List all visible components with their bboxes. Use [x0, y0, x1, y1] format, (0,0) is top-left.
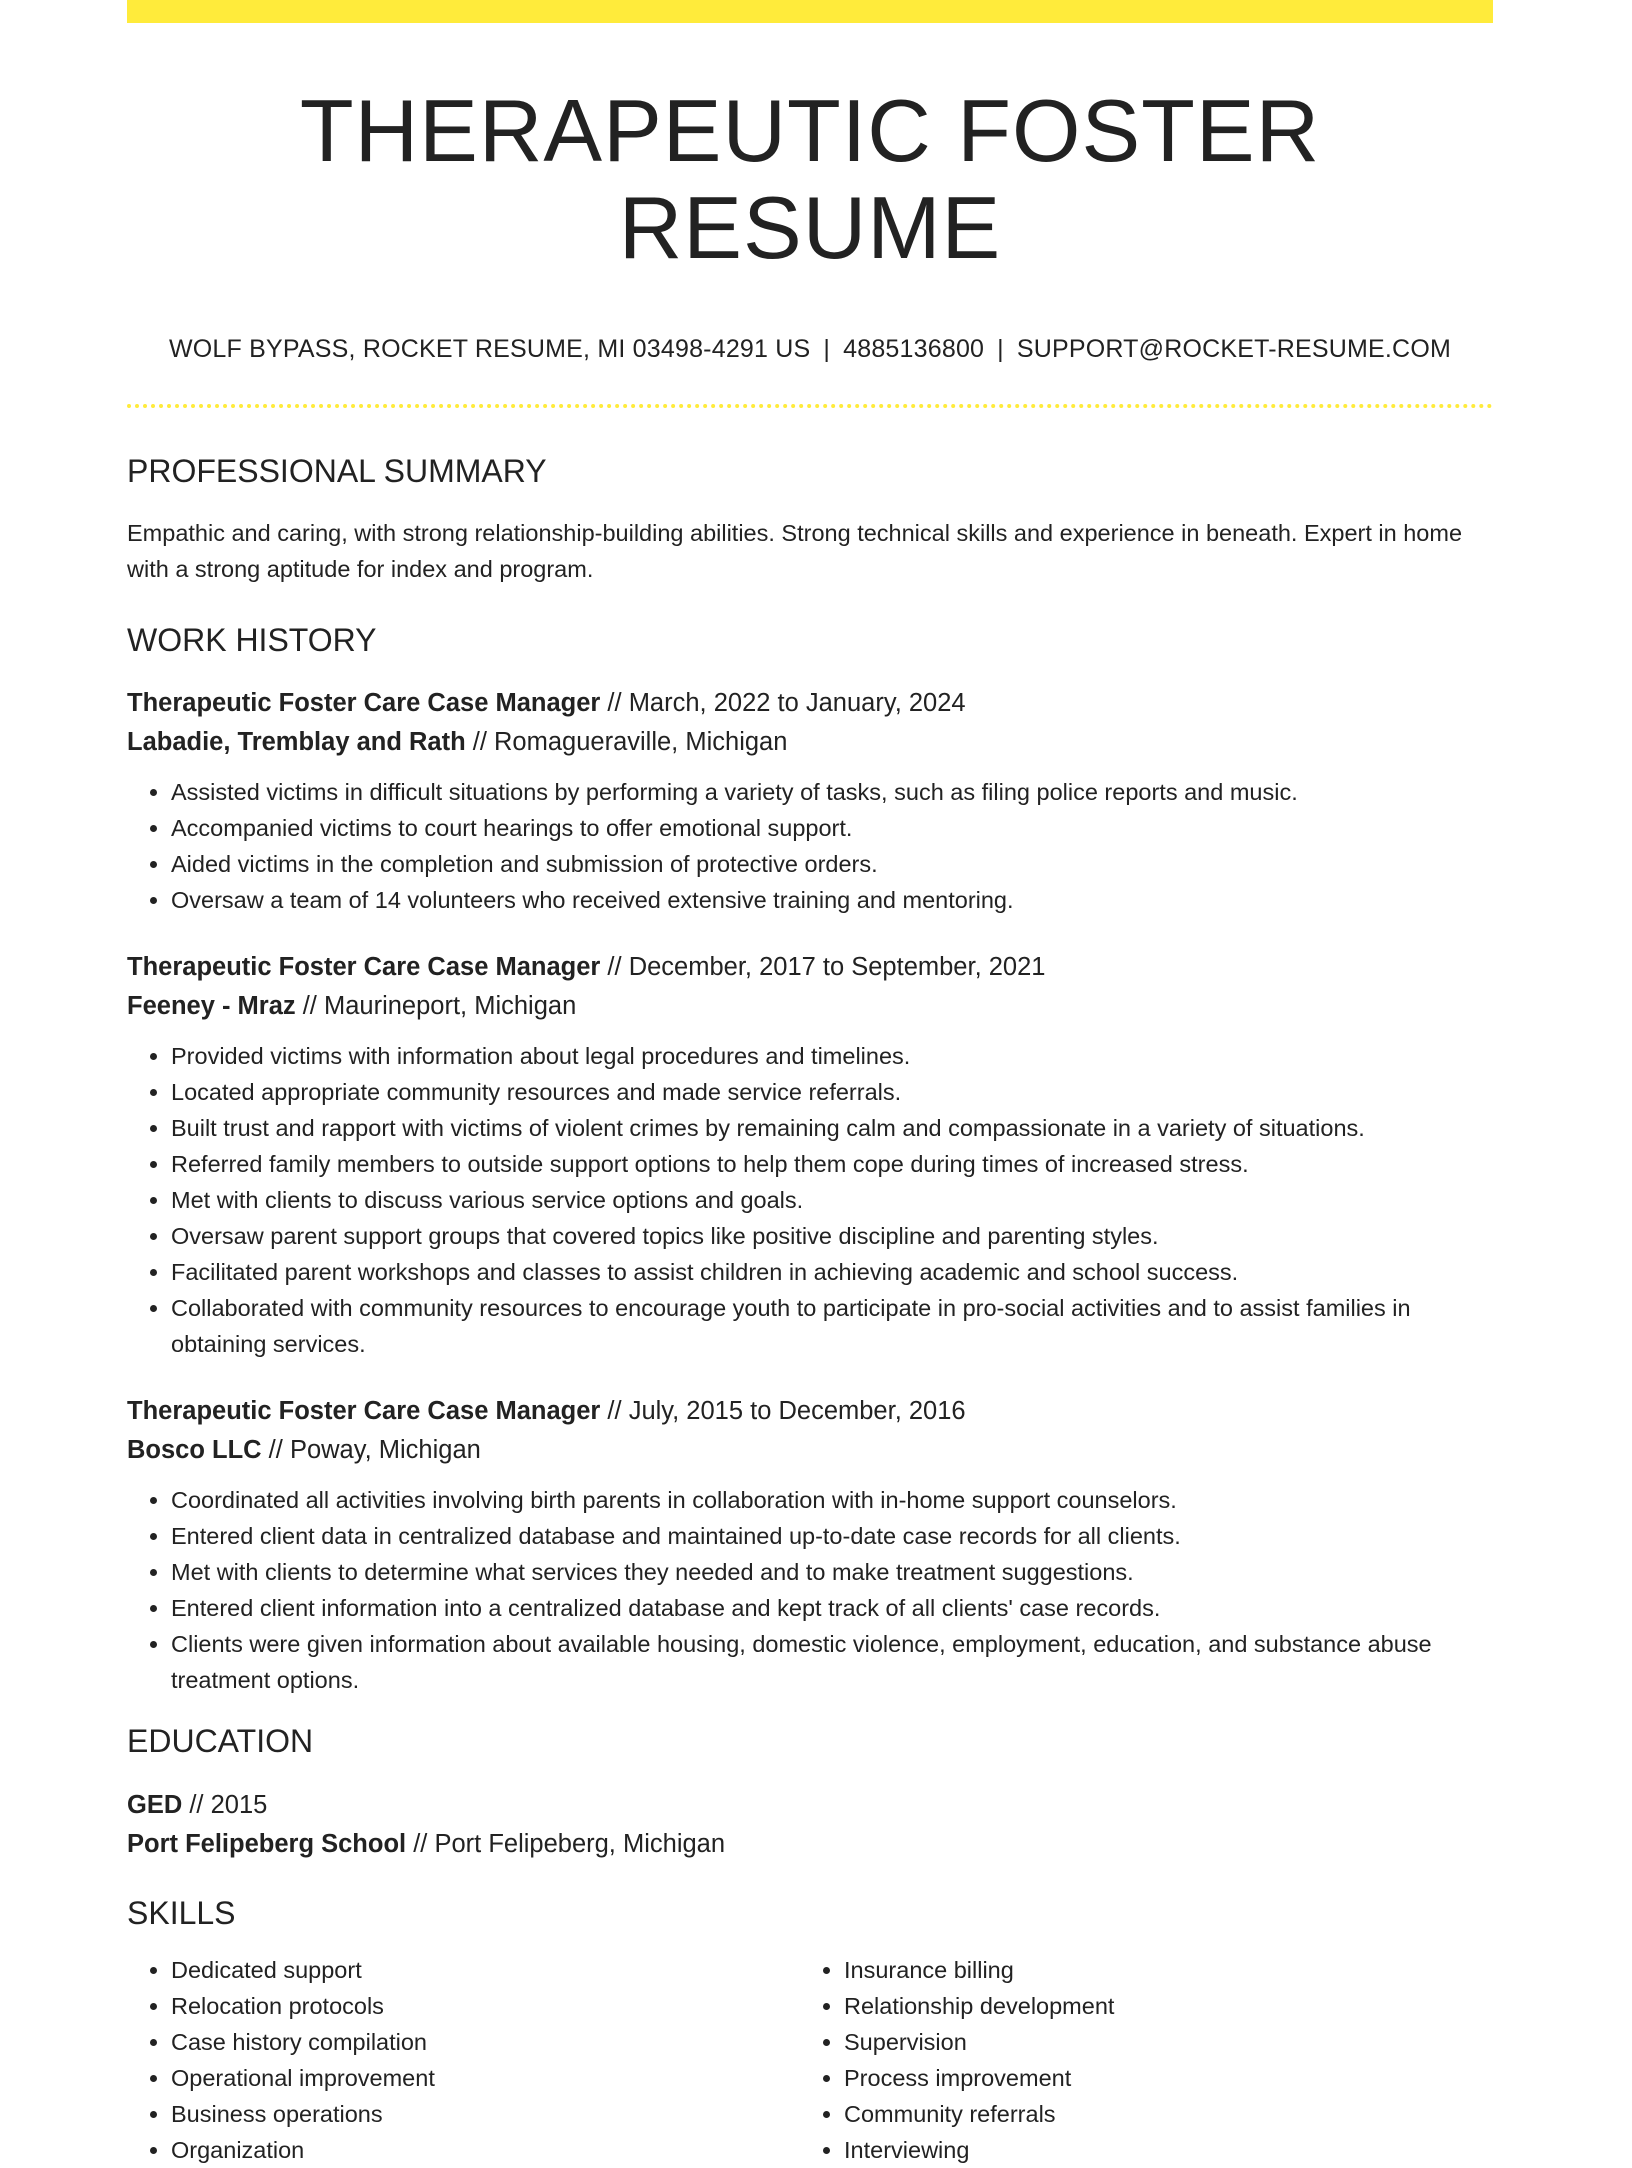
skill-item: • Process improvement [844, 2060, 1473, 2096]
job-bullet: • Facilitated parent workshops and classes to assist children in achieving academic and school success. [171, 1254, 1493, 1290]
job-separator: // [600, 953, 629, 982]
job-bullet: • Assisted victims in difficult situations by performing a variety of tasks, such as filing police reports and music. [171, 774, 1493, 810]
job-bullet: • Coordinated all activities involving birth parents in collaboration with in-home support counselors. [171, 1482, 1493, 1518]
job-bullet: • Referred family members to outside support options to help them cope during times of increased stress. [171, 1146, 1493, 1182]
education-heading: EDUCATION [127, 1723, 314, 1760]
job-role: Therapeutic Foster Care Case Manager [127, 1397, 601, 1426]
job-role-line [127, 684, 1493, 723]
job-company-line [127, 987, 1493, 1026]
job-bullets [127, 1038, 1493, 1362]
skill-item: • Supervision [844, 2024, 1473, 2060]
skills-grid [127, 1952, 1493, 2168]
job-dates: December, 2017 to September, 2021 [628, 953, 1046, 982]
job-location: Poway, Michigan [289, 1436, 481, 1465]
contact-separator: | [823, 334, 831, 363]
job-company: Bosco LLC [127, 1436, 262, 1465]
job-bullet: • Oversaw a team of 14 volunteers who received extensive training and mentoring. [171, 882, 1493, 918]
education-location: Port Felipeberg, Michigan [434, 1829, 726, 1858]
contact-address: WOLF BYPASS, ROCKET RESUME, MI 03498-4291 US [168, 334, 811, 363]
job-bullet: • Met with clients to discuss various service options and goals. [171, 1182, 1493, 1218]
job-bullets [127, 1482, 1493, 1698]
job-company-line [127, 1431, 1493, 1470]
job-bullet: • Aided victims in the completion and submission of protective orders. [171, 846, 1493, 882]
education-separator: // [182, 1790, 211, 1819]
job-company-line [127, 723, 1493, 762]
skill-item: • Organization [171, 2132, 800, 2168]
education-separator: // [406, 1829, 435, 1858]
skill-item: • Case history compilation [171, 2024, 800, 2060]
skills-heading: SKILLS [127, 1894, 236, 1931]
work-history-heading: WORK HISTORY [127, 621, 377, 658]
skill-item: • Dedicated support [171, 1952, 800, 1988]
education-entry [127, 1786, 1493, 1864]
job-bullet: • Collaborated with community resources to encourage youth to participate in pro-social activities and to assist families in obtaining services. [171, 1290, 1493, 1362]
skills-column-left [127, 1952, 800, 2168]
job-entry [127, 1392, 1493, 1698]
skill-item: • Insurance billing [844, 1952, 1473, 1988]
job-location: Romagueraville, Michigan [494, 728, 788, 757]
job-bullet: • Accompanied victims to court hearings to offer emotional support. [171, 810, 1493, 846]
job-bullet: • Oversaw parent support groups that covered topics like positive discipline and parenting styles. [171, 1218, 1493, 1254]
job-bullet: • Built trust and rapport with victims of violent crimes by remaining calm and compassionate in a variety of situations. [171, 1110, 1493, 1146]
contact-email: SUPPORT@ROCKET-RESUME.COM [1016, 334, 1451, 363]
job-entry [127, 948, 1493, 1362]
job-role-line [127, 948, 1493, 987]
job-role: Therapeutic Foster Care Case Manager [127, 689, 601, 718]
job-bullet: • Located appropriate community resources and made service referrals. [171, 1074, 1493, 1110]
job-bullet: • Provided victims with information about legal procedures and timelines. [171, 1038, 1493, 1074]
job-dates: March, 2022 to January, 2024 [628, 689, 966, 718]
dotted-divider [127, 404, 1493, 408]
contact-line [127, 335, 1493, 364]
contact-separator: | [997, 334, 1004, 363]
job-separator: // [295, 992, 324, 1021]
job-role-line [127, 1392, 1493, 1431]
top-accent-bar [127, 0, 1493, 23]
education-degree-line [127, 1786, 1493, 1825]
resume-content [127, 0, 1493, 2168]
skill-item: • Interviewing [844, 2132, 1473, 2168]
skill-item: • Community referrals [844, 2096, 1473, 2132]
job-bullet: • Clients were given information about available housing, domestic violence, employment, education, and substance abuse treatment options. [171, 1626, 1493, 1698]
skill-item: • Operational improvement [171, 2060, 800, 2096]
resume-title: THERAPEUTIC FOSTER RESUME [299, 81, 1321, 277]
job-role: Therapeutic Foster Care Case Manager [127, 953, 601, 982]
job-dates: July, 2015 to December, 2016 [628, 1397, 966, 1426]
summary-text: Empathic and caring, with strong relationship-building abilities. Strong technical skills and experience in beneath. Expert in home with a strong aptitude for index and program. [127, 519, 1463, 582]
job-bullet: • Entered client data in centralized database and maintained up-to-date case records for all clients. [171, 1518, 1493, 1554]
skills-column-right [800, 1952, 1473, 2168]
job-separator: // [261, 1436, 290, 1465]
skill-item: • Business operations [171, 2096, 800, 2132]
job-company: Labadie, Tremblay and Rath [127, 728, 466, 757]
education-school: Port Felipeberg School [127, 1829, 407, 1858]
job-bullet: • Entered client information into a centralized database and kept track of all clients' case records. [171, 1590, 1493, 1626]
education-school-line [127, 1825, 1493, 1864]
job-company: Feeney - Mraz [127, 992, 296, 1021]
job-separator: // [600, 689, 629, 718]
job-separator: // [465, 728, 495, 757]
summary-heading: PROFESSIONAL SUMMARY [127, 452, 547, 489]
education-degree: GED [127, 1790, 183, 1819]
job-bullets [127, 774, 1493, 918]
job-bullet: • Met with clients to determine what services they needed and to make treatment suggestions. [171, 1554, 1493, 1590]
job-entry [127, 684, 1493, 918]
contact-phone: 4885136800 [843, 334, 985, 363]
job-separator: // [600, 1397, 629, 1426]
skill-item: • Relationship development [844, 1988, 1473, 2024]
job-location: Maurineport, Michigan [323, 992, 577, 1021]
skill-item: • Relocation protocols [171, 1988, 800, 2024]
education-year: 2015 [210, 1790, 268, 1819]
